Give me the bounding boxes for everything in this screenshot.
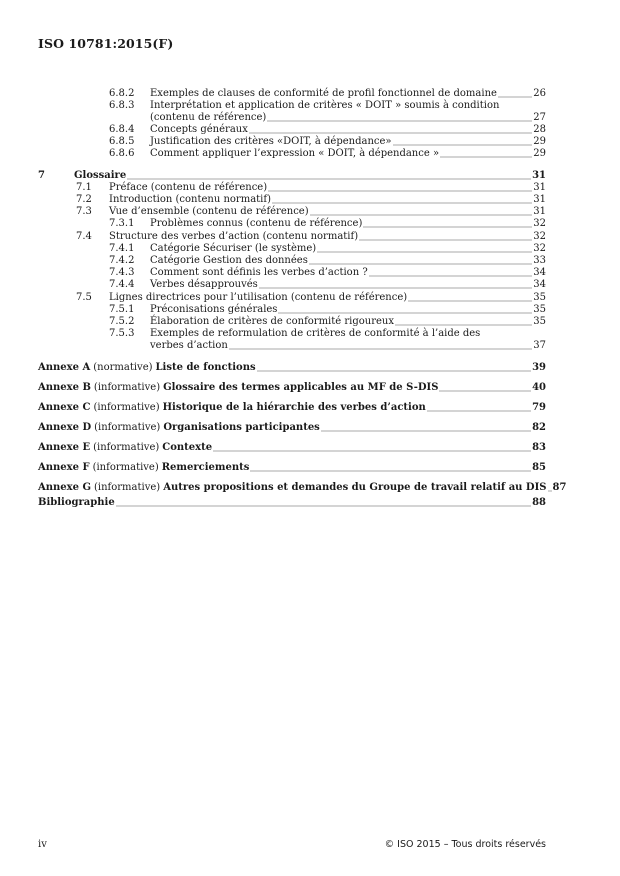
toc-entry-title: Exemples de reformulation de critères de conformité à l’aide des — [150, 328, 481, 339]
toc-entry-number: 7.5 — [76, 292, 92, 303]
toc-entry-number: 7.5.1 — [109, 304, 135, 315]
annex-page: 83 — [532, 442, 546, 453]
toc-entry-page: 31 — [533, 182, 546, 193]
toc-entry-page: 32 — [533, 218, 546, 229]
toc-entry-number: 6.8.5 — [109, 136, 135, 147]
dot-leader — [548, 484, 552, 492]
toc-entry[interactable] — [0, 88, 620, 100]
toc-entry-number: 7 — [38, 170, 45, 181]
toc-entry-number: 6.8.2 — [109, 88, 135, 99]
annex-page: 87 — [552, 482, 567, 493]
annex-page: 85 — [532, 462, 546, 473]
annex-kind: (normative) — [93, 362, 153, 373]
page-number: iv — [38, 839, 47, 850]
toc-entry-title: Structure des verbes d’action (contenu normatif) — [109, 231, 359, 242]
toc-entry[interactable] — [0, 243, 620, 255]
toc-entry-number: 7.5.2 — [109, 316, 135, 327]
annex-page: 39 — [532, 362, 546, 373]
toc-entry-title: Concepts généraux — [150, 124, 248, 135]
toc-entry-number: 7.3 — [76, 206, 92, 217]
annex-label: Annexe E — [38, 442, 91, 453]
toc-entry[interactable] — [0, 194, 620, 206]
toc-entry-page: 35 — [533, 304, 546, 315]
toc-entry-title: Justification des critères «DOIT, à dépendance» — [150, 136, 392, 147]
toc-entry[interactable] — [0, 316, 620, 328]
toc-entry[interactable] — [0, 304, 620, 316]
toc-entry[interactable] — [0, 136, 620, 148]
toc-entry-title: Catégorie Gestion des données — [150, 255, 308, 266]
toc-entry[interactable] — [0, 231, 620, 243]
toc-entry-page: 27 — [533, 112, 546, 123]
annex-kind: (informative) — [93, 382, 161, 393]
bibliography-page: 88 — [532, 497, 546, 508]
dot-leader — [309, 257, 532, 265]
dot-leader — [395, 318, 532, 326]
toc-entry[interactable] — [0, 255, 620, 267]
dot-leader — [440, 150, 532, 158]
toc-entry-page: 31 — [533, 206, 546, 217]
toc-entry-page: 32 — [533, 243, 546, 254]
toc-entry-number: 6.8.6 — [109, 148, 135, 159]
toc-entry-page: 34 — [533, 267, 546, 278]
toc-entry[interactable] — [0, 148, 620, 160]
toc-entry-number: 7.4.4 — [109, 279, 135, 290]
annex-page: 79 — [532, 402, 546, 413]
toc-entry-title: Comment sont définis les verbes d’action ? — [150, 267, 368, 278]
annex-title: Autres propositions et demandes du Groupe de travail relatif au DIS — [163, 482, 547, 493]
toc-entry-title: Préconisations générales — [150, 304, 278, 315]
annex-label: Annexe G — [38, 482, 92, 493]
toc-entry-title: Problèmes connus (contenu de référence) — [150, 218, 363, 229]
toc-entry[interactable] — [0, 292, 620, 304]
toc-annex-entry[interactable] — [0, 422, 620, 434]
dot-leader — [439, 384, 531, 392]
toc-entry[interactable] — [0, 112, 620, 124]
toc-annex-entry[interactable] — [0, 362, 620, 374]
annex-title: Contexte — [162, 442, 213, 453]
toc-annex-entry[interactable] — [0, 482, 620, 494]
toc-bibliography-entry[interactable] — [0, 497, 620, 509]
annex-title: Historique de la hiérarchie des verbes d’action — [162, 402, 426, 413]
dot-leader — [408, 294, 532, 302]
toc-entry[interactable] — [0, 279, 620, 291]
toc-entry-title: Lignes directrices pour l’utilisation (contenu de référence) — [109, 292, 408, 303]
annex-title: Remerciements — [161, 462, 250, 473]
toc-entry-number: 7.4.1 — [109, 243, 135, 254]
toc-entry-number: 7.4.3 — [109, 267, 135, 278]
toc-entry-page: 35 — [533, 316, 546, 327]
dot-leader — [127, 172, 531, 180]
dot-leader — [116, 499, 531, 507]
toc-entry-number: 7.4.2 — [109, 255, 135, 266]
toc-annex-entry[interactable] — [0, 402, 620, 414]
toc-entry-number: 6.8.3 — [109, 100, 135, 111]
annex-title: Organisations participantes — [163, 422, 320, 433]
toc-entry-number: 7.1 — [76, 182, 92, 193]
toc-entry-page: 32 — [533, 231, 546, 242]
dot-leader — [249, 126, 532, 134]
toc-entry-title: Introduction (contenu normatif) — [109, 194, 271, 205]
annex-kind: (informative) — [94, 482, 161, 493]
annex-label: Annexe C — [38, 402, 91, 413]
toc-entry-title: Comment appliquer l’expression « DOIT, à dépendance » — [150, 148, 440, 159]
toc-entry-number: 7.3.1 — [109, 218, 135, 229]
toc-entry-title: Catégorie Sécuriser (le système) — [150, 243, 317, 254]
annex-kind: (informative) — [93, 442, 160, 453]
dot-leader — [213, 444, 531, 452]
dot-leader — [393, 138, 533, 146]
toc-entry-title: Verbes désapprouvés — [150, 279, 258, 290]
toc-entry-number: 7.2 — [76, 194, 92, 205]
dot-leader — [229, 342, 532, 350]
dot-leader — [317, 245, 532, 253]
dot-leader — [267, 114, 532, 122]
copyright-notice: © ISO 2015 – Tous droits réservés — [384, 839, 546, 850]
toc-entry[interactable] — [0, 100, 620, 112]
toc-entry[interactable] — [0, 124, 620, 136]
annex-page: 82 — [532, 422, 546, 433]
toc-entry-page: 26 — [533, 88, 546, 99]
dot-leader — [250, 464, 531, 472]
toc-entry-number: 6.8.4 — [109, 124, 135, 135]
dot-leader — [257, 364, 531, 372]
toc-entry-number: 7.4 — [76, 231, 92, 242]
toc-entry[interactable] — [0, 170, 620, 182]
toc-entry-title: Glossaire — [74, 170, 127, 181]
toc-entry-title: Interprétation et application de critères « DOIT » soumis à condition — [150, 100, 500, 111]
toc-entry[interactable] — [0, 218, 620, 230]
toc-entry-page: 28 — [533, 124, 546, 135]
annex-label: Annexe D — [38, 422, 92, 433]
toc-entry-title: Élaboration de critères de conformité rigoureux — [150, 316, 394, 327]
toc-entry-title: Préface (contenu de référence) — [109, 182, 268, 193]
toc-entry-page: 31 — [532, 170, 546, 181]
toc-entry[interactable] — [0, 340, 620, 352]
dot-leader — [310, 208, 533, 216]
toc-entry[interactable] — [0, 182, 620, 194]
toc-entry-title: Vue d’ensemble (contenu de référence) — [109, 206, 309, 217]
toc-entry-title: Exemples de clauses de conformité de profil fonctionnel de domaine — [150, 88, 497, 99]
toc-entry-page: 37 — [533, 340, 546, 351]
toc-entry-page: 35 — [533, 292, 546, 303]
toc-entry-page: 29 — [533, 136, 546, 147]
dot-leader — [369, 269, 533, 277]
annex-title: Liste de fonctions — [155, 362, 256, 373]
toc-entry-page: 33 — [533, 255, 546, 266]
annex-title: Glossaire des termes applicables au MF de S-DIS — [163, 382, 439, 393]
dot-leader — [259, 281, 532, 289]
annex-kind: (informative) — [92, 462, 159, 473]
dot-leader — [278, 306, 532, 314]
dot-leader — [427, 404, 531, 412]
toc-entry-title: verbes d’action — [150, 340, 228, 351]
toc-entry-page: 31 — [533, 194, 546, 205]
toc-entry-page: 34 — [533, 279, 546, 290]
toc-entry-title: (contenu de référence) — [150, 112, 267, 123]
annex-kind: (informative) — [94, 422, 161, 433]
dot-leader — [359, 233, 532, 241]
toc-annex-entry[interactable] — [0, 442, 620, 454]
toc-annex-entry[interactable] — [0, 462, 620, 474]
toc-entry[interactable] — [0, 328, 620, 340]
toc-entry[interactable] — [0, 267, 620, 279]
annex-label: Annexe B — [38, 382, 91, 393]
dot-leader — [363, 220, 532, 228]
bibliography-title: Bibliographie — [38, 497, 115, 508]
toc-annex-entry[interactable] — [0, 382, 620, 394]
toc-entry-number: 7.5.3 — [109, 328, 135, 339]
dot-leader — [272, 196, 532, 204]
dot-leader — [321, 424, 531, 432]
toc-entry-page: 29 — [533, 148, 546, 159]
annex-page: 40 — [532, 382, 546, 393]
annex-label: Annexe F — [38, 462, 90, 473]
annex-label: Annexe A — [38, 362, 91, 373]
toc-entry[interactable] — [0, 206, 620, 218]
document-id-header: ISO 10781:2015(F) — [38, 36, 174, 51]
dot-leader — [268, 184, 532, 192]
annex-kind: (informative) — [93, 402, 160, 413]
dot-leader — [498, 90, 532, 98]
